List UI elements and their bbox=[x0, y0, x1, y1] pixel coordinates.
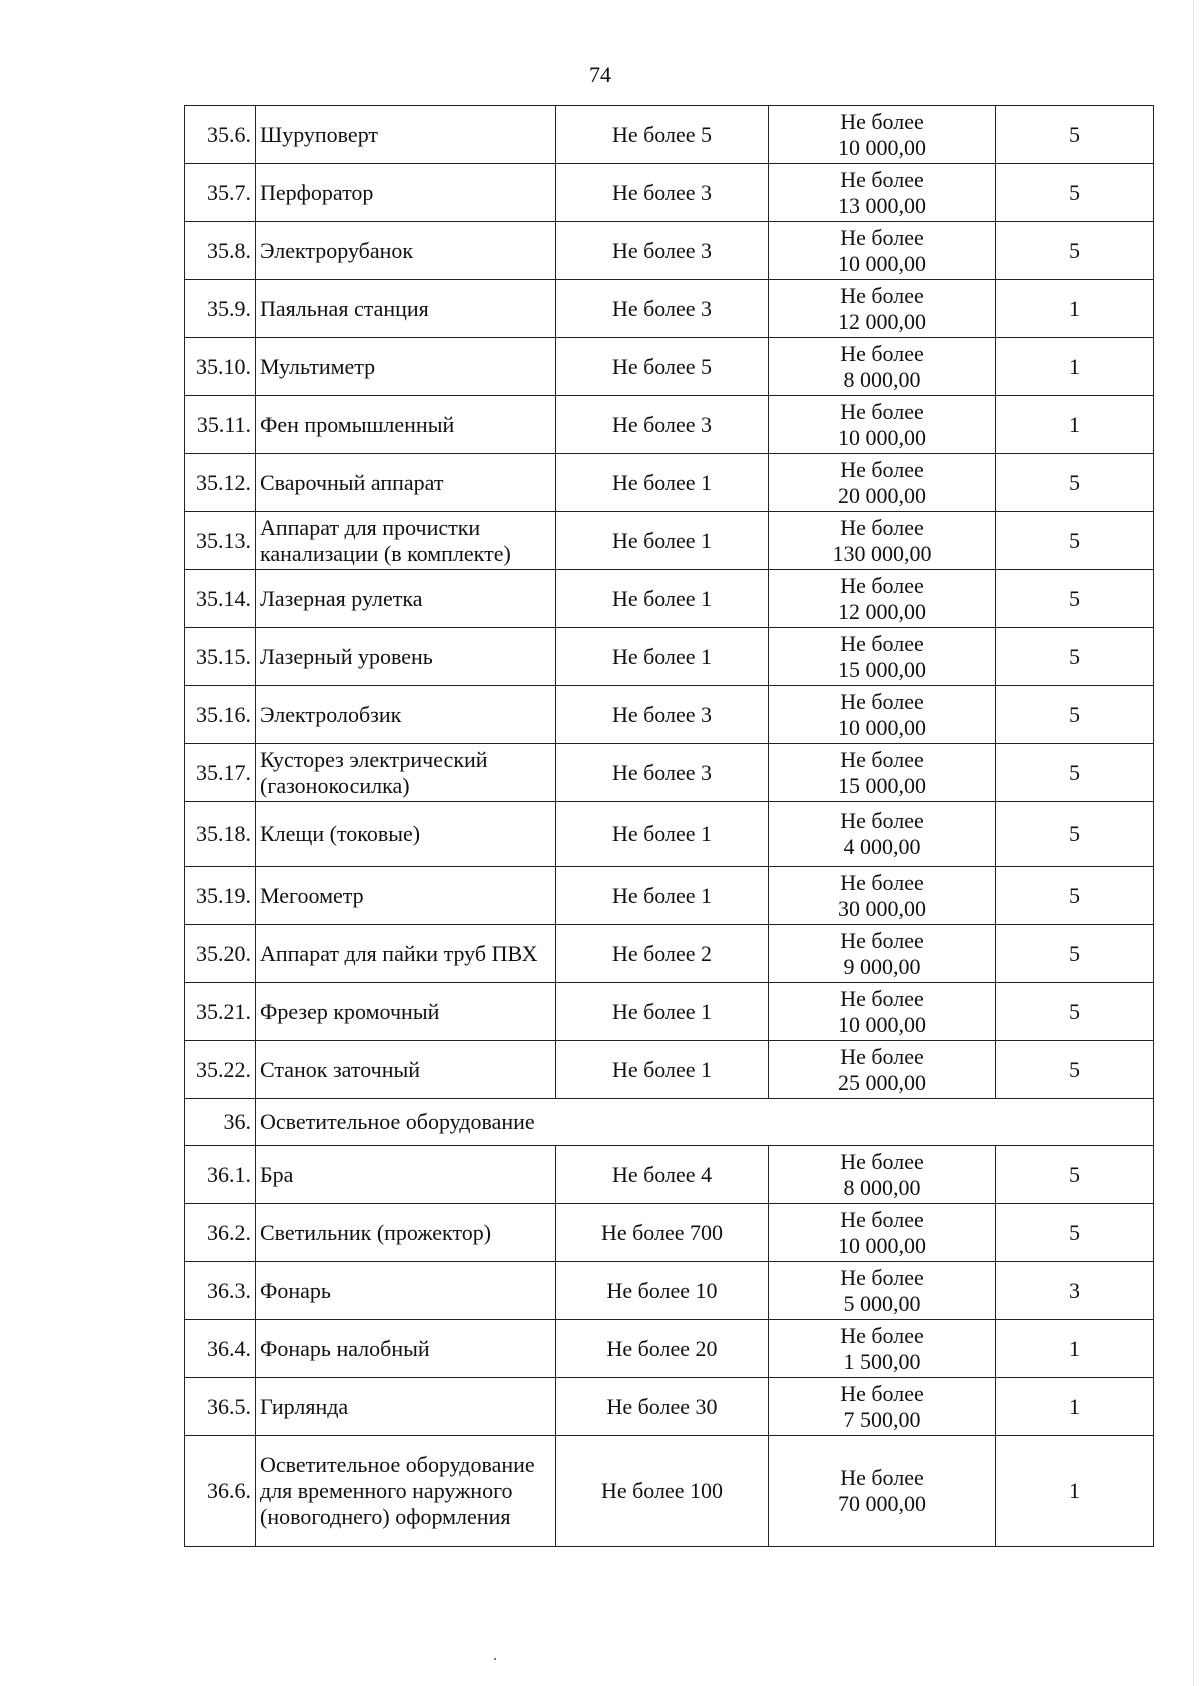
price-value: 7 500,00 bbox=[843, 1406, 921, 1432]
price-prefix: Не более bbox=[840, 108, 924, 134]
item-quantity: Не более 5 bbox=[556, 338, 769, 396]
item-price bbox=[769, 1262, 996, 1320]
price-value: 8 000,00 bbox=[843, 1174, 921, 1200]
price-prefix: Не более bbox=[840, 688, 924, 714]
row-number: 36.3. bbox=[185, 1262, 256, 1320]
item-norm: 5 bbox=[996, 164, 1154, 222]
price-prefix: Не более bbox=[840, 456, 924, 482]
item-price bbox=[769, 1320, 996, 1378]
price-prefix: Не более bbox=[840, 808, 924, 833]
row-number: 35.16. bbox=[185, 686, 256, 744]
item-norm: 5 bbox=[996, 686, 1154, 744]
table-row bbox=[185, 686, 1154, 744]
item-price bbox=[769, 1146, 996, 1204]
item-quantity: Не более 4 bbox=[556, 1146, 769, 1204]
price-prefix: Не более bbox=[840, 340, 924, 366]
item-name: Осветительное оборудование для временного наружного (новогоднего) оформления bbox=[256, 1436, 556, 1547]
item-price bbox=[769, 925, 996, 983]
item-quantity: Не более 20 bbox=[556, 1320, 769, 1378]
item-name: Кусторез электрический (газонокосилка) bbox=[256, 744, 556, 802]
price-value: 13 000,00 bbox=[838, 192, 926, 218]
item-name: Клещи (токовые) bbox=[256, 802, 556, 867]
equipment-table bbox=[184, 105, 1154, 1547]
item-norm: 5 bbox=[996, 983, 1154, 1041]
price-prefix: Не более bbox=[840, 282, 924, 308]
price-prefix: Не более bbox=[840, 398, 924, 424]
item-price bbox=[769, 222, 996, 280]
row-number: 35.13. bbox=[185, 512, 256, 570]
item-quantity: Не более 100 bbox=[556, 1436, 769, 1547]
item-quantity: Не более 1 bbox=[556, 570, 769, 628]
item-quantity: Не более 1 bbox=[556, 1041, 769, 1099]
item-norm: 5 bbox=[996, 512, 1154, 570]
item-price bbox=[769, 512, 996, 570]
scan-speck bbox=[494, 1658, 496, 1660]
item-norm: 1 bbox=[996, 1320, 1154, 1378]
item-quantity: Не более 10 bbox=[556, 1262, 769, 1320]
row-number: 35.21. bbox=[185, 983, 256, 1041]
table-row bbox=[185, 396, 1154, 454]
price-value: 10 000,00 bbox=[838, 424, 926, 450]
row-number: 35.18. bbox=[185, 802, 256, 867]
item-name: Лазерная рулетка bbox=[256, 570, 556, 628]
item-name: Аппарат для пайки труб ПВХ bbox=[256, 925, 556, 983]
price-value: 30 000,00 bbox=[838, 895, 926, 921]
item-norm: 5 bbox=[996, 454, 1154, 512]
price-prefix: Не более bbox=[840, 746, 924, 772]
item-name: Сварочный аппарат bbox=[256, 454, 556, 512]
price-prefix: Не более bbox=[840, 1380, 924, 1406]
item-name: Аппарат для прочистки канализации (в комплекте) bbox=[256, 512, 556, 570]
item-norm: 5 bbox=[996, 570, 1154, 628]
item-quantity: Не более 1 bbox=[556, 983, 769, 1041]
item-quantity: Не более 1 bbox=[556, 867, 769, 925]
item-name: Гирлянда bbox=[256, 1378, 556, 1436]
row-number: 35.19. bbox=[185, 867, 256, 925]
price-value: 20 000,00 bbox=[838, 482, 926, 508]
row-number: 36. bbox=[185, 1099, 256, 1146]
item-quantity: Не более 3 bbox=[556, 164, 769, 222]
equipment-table-body bbox=[185, 106, 1154, 1547]
item-quantity: Не более 1 bbox=[556, 802, 769, 867]
price-prefix: Не более bbox=[840, 927, 924, 953]
item-quantity: Не более 1 bbox=[556, 628, 769, 686]
table-row bbox=[185, 1146, 1154, 1204]
section-title: Осветительное оборудование bbox=[256, 1099, 1154, 1146]
item-norm: 5 bbox=[996, 1041, 1154, 1099]
price-value: 130 000,00 bbox=[832, 540, 932, 566]
price-value: 12 000,00 bbox=[838, 308, 926, 334]
item-price bbox=[769, 1041, 996, 1099]
price-value: 1 500,00 bbox=[843, 1348, 921, 1374]
item-quantity: Не более 5 bbox=[556, 106, 769, 164]
item-name: Паяльная станция bbox=[256, 280, 556, 338]
item-norm: 5 bbox=[996, 1204, 1154, 1262]
item-norm: 1 bbox=[996, 1378, 1154, 1436]
row-number: 35.6. bbox=[185, 106, 256, 164]
table-row bbox=[185, 1320, 1154, 1378]
item-quantity: Не более 3 bbox=[556, 396, 769, 454]
item-norm: 5 bbox=[996, 744, 1154, 802]
row-number: 36.1. bbox=[185, 1146, 256, 1204]
item-norm: 5 bbox=[996, 925, 1154, 983]
price-prefix: Не более bbox=[840, 514, 924, 540]
item-price bbox=[769, 628, 996, 686]
price-value: 10 000,00 bbox=[838, 1011, 926, 1037]
item-price bbox=[769, 983, 996, 1041]
table-row bbox=[185, 1041, 1154, 1099]
scan-edge bbox=[1193, 0, 1194, 1686]
item-quantity: Не более 3 bbox=[556, 222, 769, 280]
item-name: Мультиметр bbox=[256, 338, 556, 396]
item-price bbox=[769, 744, 996, 802]
item-price bbox=[769, 338, 996, 396]
item-norm: 3 bbox=[996, 1262, 1154, 1320]
item-norm: 1 bbox=[996, 338, 1154, 396]
price-prefix: Не более bbox=[840, 630, 924, 656]
table-row bbox=[185, 1436, 1154, 1547]
table-row bbox=[185, 106, 1154, 164]
row-number: 35.22. bbox=[185, 1041, 256, 1099]
item-price bbox=[769, 570, 996, 628]
item-price bbox=[769, 280, 996, 338]
price-prefix: Не более bbox=[840, 1206, 924, 1232]
item-name: Фонарь bbox=[256, 1262, 556, 1320]
price-value: 8 000,00 bbox=[843, 366, 921, 392]
row-number: 35.10. bbox=[185, 338, 256, 396]
item-name: Мегоометр bbox=[256, 867, 556, 925]
item-norm: 5 bbox=[996, 106, 1154, 164]
row-number: 36.4. bbox=[185, 1320, 256, 1378]
item-name: Бра bbox=[256, 1146, 556, 1204]
table-row bbox=[185, 628, 1154, 686]
table-row bbox=[185, 1262, 1154, 1320]
table-row bbox=[185, 164, 1154, 222]
section-row bbox=[185, 1099, 1154, 1146]
row-number: 35.8. bbox=[185, 222, 256, 280]
price-value: 70 000,00 bbox=[838, 1491, 926, 1516]
item-price bbox=[769, 454, 996, 512]
row-number: 35.15. bbox=[185, 628, 256, 686]
price-value: 25 000,00 bbox=[838, 1069, 926, 1095]
price-value: 5 000,00 bbox=[843, 1290, 921, 1316]
item-name: Светильник (прожектор) bbox=[256, 1204, 556, 1262]
price-prefix: Не более bbox=[840, 572, 924, 598]
price-prefix: Не более bbox=[840, 1043, 924, 1069]
item-quantity: Не более 700 bbox=[556, 1204, 769, 1262]
page-number: 74 bbox=[589, 62, 611, 87]
item-norm: 5 bbox=[996, 222, 1154, 280]
item-name: Фрезер кромочный bbox=[256, 983, 556, 1041]
item-norm: 5 bbox=[996, 1146, 1154, 1204]
item-norm: 5 bbox=[996, 628, 1154, 686]
price-value: 15 000,00 bbox=[838, 656, 926, 682]
price-value: 15 000,00 bbox=[838, 772, 926, 798]
row-number: 35.12. bbox=[185, 454, 256, 512]
price-prefix: Не более bbox=[840, 1264, 924, 1290]
table-row bbox=[185, 867, 1154, 925]
item-price bbox=[769, 802, 996, 867]
item-quantity: Не более 1 bbox=[556, 512, 769, 570]
price-prefix: Не более bbox=[840, 1148, 924, 1174]
table-row bbox=[185, 1378, 1154, 1436]
item-norm: 5 bbox=[996, 867, 1154, 925]
price-prefix: Не более bbox=[840, 1465, 924, 1490]
item-name: Станок заточный bbox=[256, 1041, 556, 1099]
row-number: 35.9. bbox=[185, 280, 256, 338]
item-quantity: Не более 3 bbox=[556, 686, 769, 744]
item-price bbox=[769, 686, 996, 744]
table-row bbox=[185, 512, 1154, 570]
item-quantity: Не более 3 bbox=[556, 744, 769, 802]
item-norm: 1 bbox=[996, 1436, 1154, 1547]
table-row bbox=[185, 338, 1154, 396]
price-value: 10 000,00 bbox=[838, 134, 926, 160]
table-row bbox=[185, 454, 1154, 512]
item-norm: 5 bbox=[996, 802, 1154, 867]
price-value: 12 000,00 bbox=[838, 598, 926, 624]
item-price bbox=[769, 164, 996, 222]
item-quantity: Не более 30 bbox=[556, 1378, 769, 1436]
item-name: Фен промышленный bbox=[256, 396, 556, 454]
row-number: 36.5. bbox=[185, 1378, 256, 1436]
item-quantity: Не более 3 bbox=[556, 280, 769, 338]
price-prefix: Не более bbox=[840, 1322, 924, 1348]
table-row bbox=[185, 280, 1154, 338]
table-row bbox=[185, 925, 1154, 983]
table-row bbox=[185, 802, 1154, 867]
item-name: Шуруповерт bbox=[256, 106, 556, 164]
row-number: 35.20. bbox=[185, 925, 256, 983]
item-price bbox=[769, 396, 996, 454]
item-name: Электролобзик bbox=[256, 686, 556, 744]
item-price bbox=[769, 106, 996, 164]
item-quantity: Не более 1 bbox=[556, 454, 769, 512]
item-name: Электрорубанок bbox=[256, 222, 556, 280]
row-number: 35.14. bbox=[185, 570, 256, 628]
table-row bbox=[185, 744, 1154, 802]
item-price bbox=[769, 1378, 996, 1436]
row-number: 36.6. bbox=[185, 1436, 256, 1547]
price-prefix: Не более bbox=[840, 985, 924, 1011]
item-price bbox=[769, 1436, 996, 1547]
price-value: 4 000,00 bbox=[843, 834, 921, 859]
table-row bbox=[185, 570, 1154, 628]
table-row bbox=[185, 222, 1154, 280]
row-number: 36.2. bbox=[185, 1204, 256, 1262]
row-number: 35.11. bbox=[185, 396, 256, 454]
item-name: Перфоратор bbox=[256, 164, 556, 222]
row-number: 35.17. bbox=[185, 744, 256, 802]
item-norm: 1 bbox=[996, 396, 1154, 454]
price-prefix: Не более bbox=[840, 224, 924, 250]
price-prefix: Не более bbox=[840, 166, 924, 192]
item-norm: 1 bbox=[996, 280, 1154, 338]
item-price bbox=[769, 1204, 996, 1262]
item-price bbox=[769, 867, 996, 925]
item-quantity: Не более 2 bbox=[556, 925, 769, 983]
price-value: 10 000,00 bbox=[838, 1232, 926, 1258]
price-prefix: Не более bbox=[840, 869, 924, 895]
row-number: 35.7. bbox=[185, 164, 256, 222]
price-value: 10 000,00 bbox=[838, 250, 926, 276]
item-name: Фонарь налобный bbox=[256, 1320, 556, 1378]
table-row bbox=[185, 1204, 1154, 1262]
table-row bbox=[185, 983, 1154, 1041]
item-name: Лазерный уровень bbox=[256, 628, 556, 686]
price-value: 9 000,00 bbox=[843, 953, 921, 979]
price-value: 10 000,00 bbox=[838, 714, 926, 740]
